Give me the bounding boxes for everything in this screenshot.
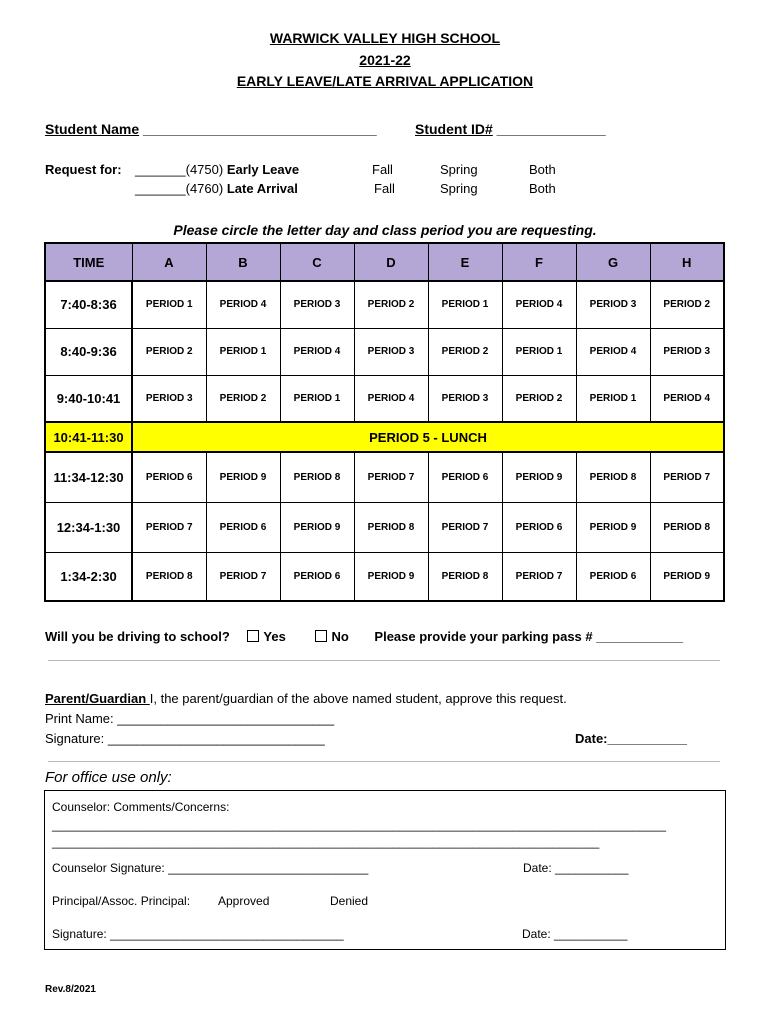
period-cell[interactable]: PERIOD 4 — [502, 281, 576, 328]
period-cell[interactable]: PERIOD 7 — [354, 452, 428, 502]
period-cell[interactable]: PERIOD 2 — [428, 328, 502, 375]
period-cell[interactable]: PERIOD 3 — [280, 281, 354, 328]
header-time: TIME — [45, 243, 132, 281]
term-spring: Spring — [440, 181, 478, 196]
counselor-signature-field[interactable]: Counselor Signature: ______________________________ — [52, 861, 369, 875]
schedule-row — [45, 502, 724, 552]
header-day-f[interactable]: F — [502, 243, 576, 281]
parent-statement: I, the parent/guardian of the above named student, approve this request. — [149, 691, 567, 706]
student-name-field[interactable]: ______________________________ — [143, 121, 377, 137]
comments-line[interactable]: __________________________________________________________________________________ — [52, 835, 600, 849]
time-slot: 9:40-10:41 — [45, 375, 132, 422]
instruction-text: Please circle the letter day and class period you are requesting. — [173, 222, 597, 238]
counselor-comments-label: Counselor: Comments/Concerns: — [52, 800, 230, 814]
term-both: Both — [529, 181, 556, 196]
period-cell[interactable]: PERIOD 7 — [428, 502, 502, 552]
time-slot: 8:40-9:36 — [45, 328, 132, 375]
period-cell[interactable]: PERIOD 4 — [206, 281, 280, 328]
schedule-row — [45, 375, 724, 422]
revision-label: Rev.8/2021 — [45, 984, 96, 995]
period-cell[interactable]: PERIOD 6 — [576, 552, 650, 601]
period-cell[interactable]: PERIOD 2 — [502, 375, 576, 422]
period-cell[interactable]: PERIOD 1 — [132, 281, 206, 328]
period-cell[interactable]: PERIOD 9 — [206, 452, 280, 502]
parking-pass-field[interactable]: Please provide your parking pass # ____________ — [374, 629, 683, 644]
period-cell[interactable]: PERIOD 1 — [280, 375, 354, 422]
parent-date-field[interactable]: Date:___________ — [575, 731, 688, 746]
office-use-box — [44, 790, 726, 950]
principal-date-field[interactable]: Date: ___________ — [522, 927, 628, 941]
yes-checkbox[interactable] — [247, 630, 259, 642]
driving-row — [45, 629, 683, 644]
time-slot: 11:34-12:30 — [45, 452, 132, 502]
period-cell[interactable]: PERIOD 7 — [206, 552, 280, 601]
parent-label: Parent/Guardian — [45, 691, 150, 706]
term-both: Both — [529, 162, 556, 177]
schedule-row — [45, 452, 724, 502]
period-cell[interactable]: PERIOD 3 — [354, 328, 428, 375]
period-cell[interactable]: PERIOD 3 — [132, 375, 206, 422]
time-slot: 7:40-8:36 — [45, 281, 132, 328]
period-cell[interactable]: PERIOD 9 — [502, 452, 576, 502]
period-cell[interactable]: PERIOD 3 — [428, 375, 502, 422]
period-cell[interactable]: PERIOD 4 — [280, 328, 354, 375]
period-cell[interactable]: PERIOD 4 — [576, 328, 650, 375]
period-cell[interactable]: PERIOD 2 — [354, 281, 428, 328]
period-cell[interactable]: PERIOD 3 — [576, 281, 650, 328]
period-cell[interactable]: PERIOD 8 — [650, 502, 724, 552]
approved-option[interactable]: Approved — [218, 894, 270, 908]
schedule-header-row — [45, 243, 724, 281]
form-title: EARLY LEAVE/LATE ARRIVAL APPLICATION — [236, 73, 534, 89]
request-label: Request for: — [45, 162, 122, 177]
time-slot: 1:34-2:30 — [45, 552, 132, 601]
period-cell[interactable]: PERIOD 8 — [354, 502, 428, 552]
school-year: 2021-22 — [359, 52, 411, 68]
period-cell[interactable]: PERIOD 9 — [280, 502, 354, 552]
term-spring: Spring — [440, 162, 478, 177]
principal-signature-field[interactable]: Signature: ___________________________________ — [52, 927, 344, 941]
divider — [48, 761, 720, 762]
lunch-label: PERIOD 5 - LUNCH — [132, 422, 724, 452]
schedule-table — [44, 242, 725, 602]
header-day-g[interactable]: G — [576, 243, 650, 281]
request-option-early[interactable]: _______(4750) Early Leave — [135, 162, 300, 177]
print-name-field[interactable]: Print Name: ______________________________ — [45, 711, 335, 726]
period-cell[interactable]: PERIOD 4 — [650, 375, 724, 422]
comments-line[interactable]: ____________________________________________________________________________________________ — [52, 818, 666, 832]
period-cell[interactable]: PERIOD 7 — [650, 452, 724, 502]
period-cell[interactable]: PERIOD 6 — [206, 502, 280, 552]
period-cell[interactable]: PERIOD 9 — [354, 552, 428, 601]
schedule-row — [45, 328, 724, 375]
period-cell[interactable]: PERIOD 6 — [502, 502, 576, 552]
period-cell[interactable]: PERIOD 1 — [428, 281, 502, 328]
no-checkbox[interactable] — [315, 630, 327, 642]
school-name: WARWICK VALLEY HIGH SCHOOL — [269, 30, 501, 46]
term-fall: Fall — [374, 181, 395, 196]
parent-signature-field[interactable]: Signature: ______________________________ — [45, 731, 325, 746]
header-day-d[interactable]: D — [354, 243, 428, 281]
request-option-late[interactable]: _______(4760) Late Arrival — [135, 181, 298, 196]
period-cell[interactable]: PERIOD 8 — [576, 452, 650, 502]
denied-option[interactable]: Denied — [330, 894, 369, 908]
time-slot: 12:34-1:30 — [45, 502, 132, 552]
schedule-row — [45, 552, 724, 601]
term-fall: Fall — [372, 162, 393, 177]
student-id-label: Student ID# — [415, 121, 493, 137]
office-heading: For office use only: — [45, 769, 172, 786]
period-cell[interactable]: PERIOD 2 — [206, 375, 280, 422]
lunch-row — [45, 422, 724, 452]
principal-label: Principal/Assoc. Principal: — [52, 894, 191, 908]
period-cell[interactable]: PERIOD 3 — [650, 328, 724, 375]
period-cell[interactable]: PERIOD 7 — [502, 552, 576, 601]
period-cell[interactable]: PERIOD 8 — [132, 552, 206, 601]
lunch-time: 10:41-11:30 — [45, 422, 132, 452]
period-cell[interactable]: PERIOD 6 — [280, 552, 354, 601]
driving-yes-option[interactable]: Yes — [247, 629, 285, 644]
period-cell[interactable]: PERIOD 8 — [428, 552, 502, 601]
period-cell[interactable]: PERIOD 6 — [428, 452, 502, 502]
header-day-a[interactable]: A — [132, 243, 206, 281]
period-cell[interactable]: PERIOD 4 — [354, 375, 428, 422]
student-name-row — [45, 121, 377, 137]
student-id-field[interactable]: ______________ — [496, 121, 606, 137]
period-cell[interactable]: PERIOD 8 — [280, 452, 354, 502]
period-cell[interactable]: PERIOD 1 — [206, 328, 280, 375]
driving-no-option[interactable]: No — [315, 629, 348, 644]
period-cell[interactable]: PERIOD 1 — [576, 375, 650, 422]
divider — [48, 660, 720, 661]
period-cell[interactable]: PERIOD 2 — [132, 328, 206, 375]
period-cell[interactable]: PERIOD 7 — [132, 502, 206, 552]
period-cell[interactable]: PERIOD 6 — [132, 452, 206, 502]
student-id-row — [415, 121, 606, 137]
counselor-date-field[interactable]: Date: ___________ — [523, 861, 629, 875]
parent-row — [45, 691, 567, 706]
header-day-e[interactable]: E — [428, 243, 502, 281]
header-day-c[interactable]: C — [280, 243, 354, 281]
period-cell[interactable]: PERIOD 9 — [576, 502, 650, 552]
period-cell[interactable]: PERIOD 2 — [650, 281, 724, 328]
header-day-b[interactable]: B — [206, 243, 280, 281]
period-cell[interactable]: PERIOD 9 — [650, 552, 724, 601]
period-cell[interactable]: PERIOD 1 — [502, 328, 576, 375]
driving-question: Will you be driving to school? — [45, 629, 230, 644]
header-day-h[interactable]: H — [650, 243, 724, 281]
student-name-label: Student Name — [45, 121, 140, 137]
schedule-row — [45, 281, 724, 328]
